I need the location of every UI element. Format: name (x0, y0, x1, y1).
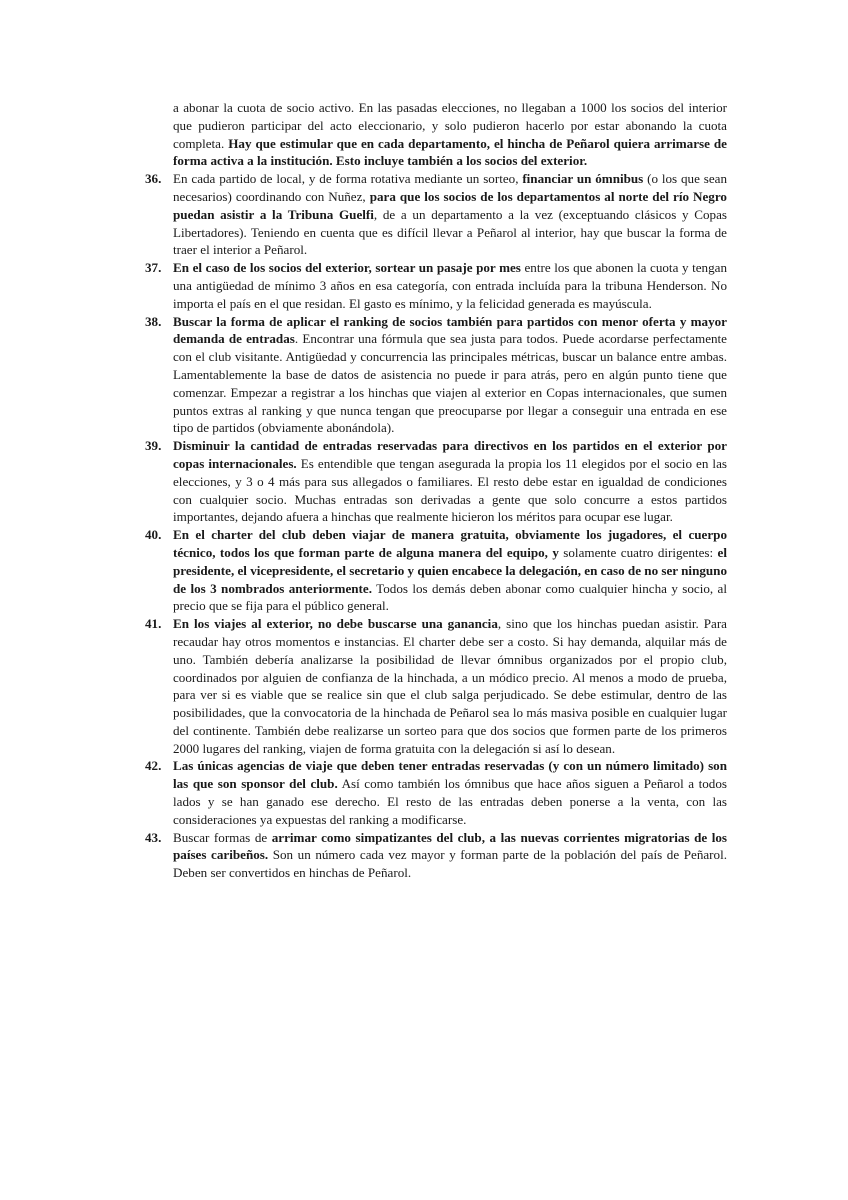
text-segment: Buscar formas de (173, 829, 272, 845)
text-segment-bold: financiar un ómnibus (522, 171, 644, 187)
text-segment-bold: En el caso de los socios del exterior, sortear un pasaje por mes (173, 260, 521, 276)
list-item-42 (145, 757, 727, 828)
list-item-38 (145, 313, 727, 438)
item-number: 42. (145, 758, 162, 774)
item-number: 40. (145, 527, 162, 543)
text-segment: , sino que los hinchas puedan asistir. Para recaudar hay otros momentos e instancias. El charter debe ser a costo. Si hay demanda, alquilar más de uno. También debería analizarse la posibilidad de llevar ómnibus organizados por el propio club, coordinados por alguien de confianza de la hinchada, a un módico precio. Al menos a modo de prueba, para ver si es viable que se realice sin que el club salga perjudicado. Se debe estimular, dentro de las posibilidades, que la convocatoria de la hinchada de Peñarol sea lo más masiva posible en cualquier lugar del continente. También debe realizarse un sorteo para que dos socios que formen parte de los primeros 2000 lugares del ranking, viajen de forma gratuita con la delegación si así lo desean. (173, 616, 727, 756)
text-segment: Así como también los ómnibus que hace años siguen a Peñarol a todos lados y se han ganado ese derecho. El resto de las entradas deben ponerse a la venta, con las consideraciones ya expuestas del ranking a modificarse. (173, 776, 727, 827)
item-number: 36. (145, 171, 162, 187)
list-item-37 (145, 259, 727, 312)
list-item-36 (145, 170, 727, 259)
list-item-41 (145, 615, 727, 757)
item-number: 41. (145, 616, 162, 632)
text-segment: , de a un departamento a la vez (exceptuando clásicos y Copas Libertadores). Teniendo en cuenta que es difícil llevar a Peñarol al interior, hay que buscar la forma de traer el interior a Peñarol. (173, 206, 727, 258)
text-segment: Es entendible que tengan asegurada la propia los 11 elegidos por el socio en las elecciones, y 3 o 4 más para sus allegados o familiares. El resto debe estar en igualdad de condiciones con cualquier socio. Muchas entradas son derivadas a gente que solo concurre a estos partidos importantes, dejando afuera a hinchas que realmente hicieron los méritos para ocupar ese lugar. (173, 455, 727, 525)
text-segment-bold: arrimar como simpatizantes del club, a las nuevas corrientes migratorias de los países caribeños. (173, 829, 728, 863)
text-segment: Todos los demás deben abonar como cualquier hincha y socio, al precio que se fija para el público general. (173, 580, 727, 614)
text-segment: (o los que sean necesarios) coordinando con Nuñez, (173, 171, 728, 204)
item-number: 39. (145, 438, 162, 454)
text-segment: solamente cuatro dirigentes: (558, 544, 718, 560)
text-segment-bold: para que los socios de los departamentos al norte del río Negro puedan asistir a la Tribuna Guelfi (173, 188, 727, 222)
list-item-40 (145, 526, 727, 615)
text-segment-bold: En el charter del club deben viajar de manera gratuita, obviamente los jugadores, el cuerpo técnico, todos los que forman parte de alguna manera del equipo, y (173, 527, 727, 560)
list-item-43 (145, 829, 727, 882)
document-page (145, 99, 727, 882)
text-segment: a abonar la cuota de socio activo. En las pasadas elecciones, no llegaban a 1000 los socios del interior que pudieron participar del acto eleccionario, y solo pudieron hacerlo por estar abonando la cuota completa. (173, 100, 727, 151)
item-number: 38. (145, 313, 162, 329)
text-segment-bold: Las únicas agencias de viaje que deben tener entradas reservadas (y con un número limitado) son las que son sponsor del club. (173, 758, 727, 792)
text-segment: En cada partido de local, y de forma rotativa mediante un sorteo, (173, 171, 523, 187)
text-segment-bold: Hay que estimular que en cada departamento, el hincha de Peñarol quiera arrimarse de forma activa a la institución. Esto incluye también a los socios del exterior. (173, 135, 727, 169)
text-segment-bold: el presidente, el vicepresidente, el secretario y quien encabece la delegación, en caso de no ser ninguno de los 3 nombrados anteriormente. (173, 544, 728, 596)
text-segment-bold: Buscar la forma de aplicar el ranking de socios también para partidos con menor oferta y mayor demanda de entradas (173, 313, 727, 347)
text-segment: . Encontrar una fórmula que sea justa para todos. Puede acordarse perfectamente con el club visitante. Antigüedad y concurrencia las principales métricas, buscar un balance entre ambas. Lamentablemente la base de datos de asistencia no puede ir para atrás, pero en algún punto tiene que comenzar. Empezar a registrar a los hinchas que viajen al exterior en Copas internacionales, que sumen puntos extras al ranking y que nunca tengan que preocuparse por llegar a conseguir una entrada en ese tipo de partidos (obviamente abonándola). (173, 331, 727, 436)
text-segment-bold: En los viajes al exterior, no debe buscarse una ganancia (173, 616, 498, 632)
text-segment: entre los que abonen la cuota y tengan una antigüedad de mínimo 3 años en esa categoría, con entrada incluída para la tribuna Henderson. No importa el país en el que residan. El gasto es mínimo, y la felicidad generada es mayúscula. (173, 260, 727, 311)
list-item-39 (145, 437, 727, 526)
item-number: 43. (145, 829, 162, 845)
list-item-continuation (145, 99, 727, 170)
item-number: 37. (145, 260, 162, 276)
text-segment: Son un número cada vez mayor y forman parte de la población del país de Peñarol. Deben ser convertidos en hinchas de Peñarol. (173, 847, 727, 881)
text-segment-bold: Disminuir la cantidad de entradas reservadas para directivos en los partidos en el exterior por copas internacionales. (173, 438, 727, 471)
